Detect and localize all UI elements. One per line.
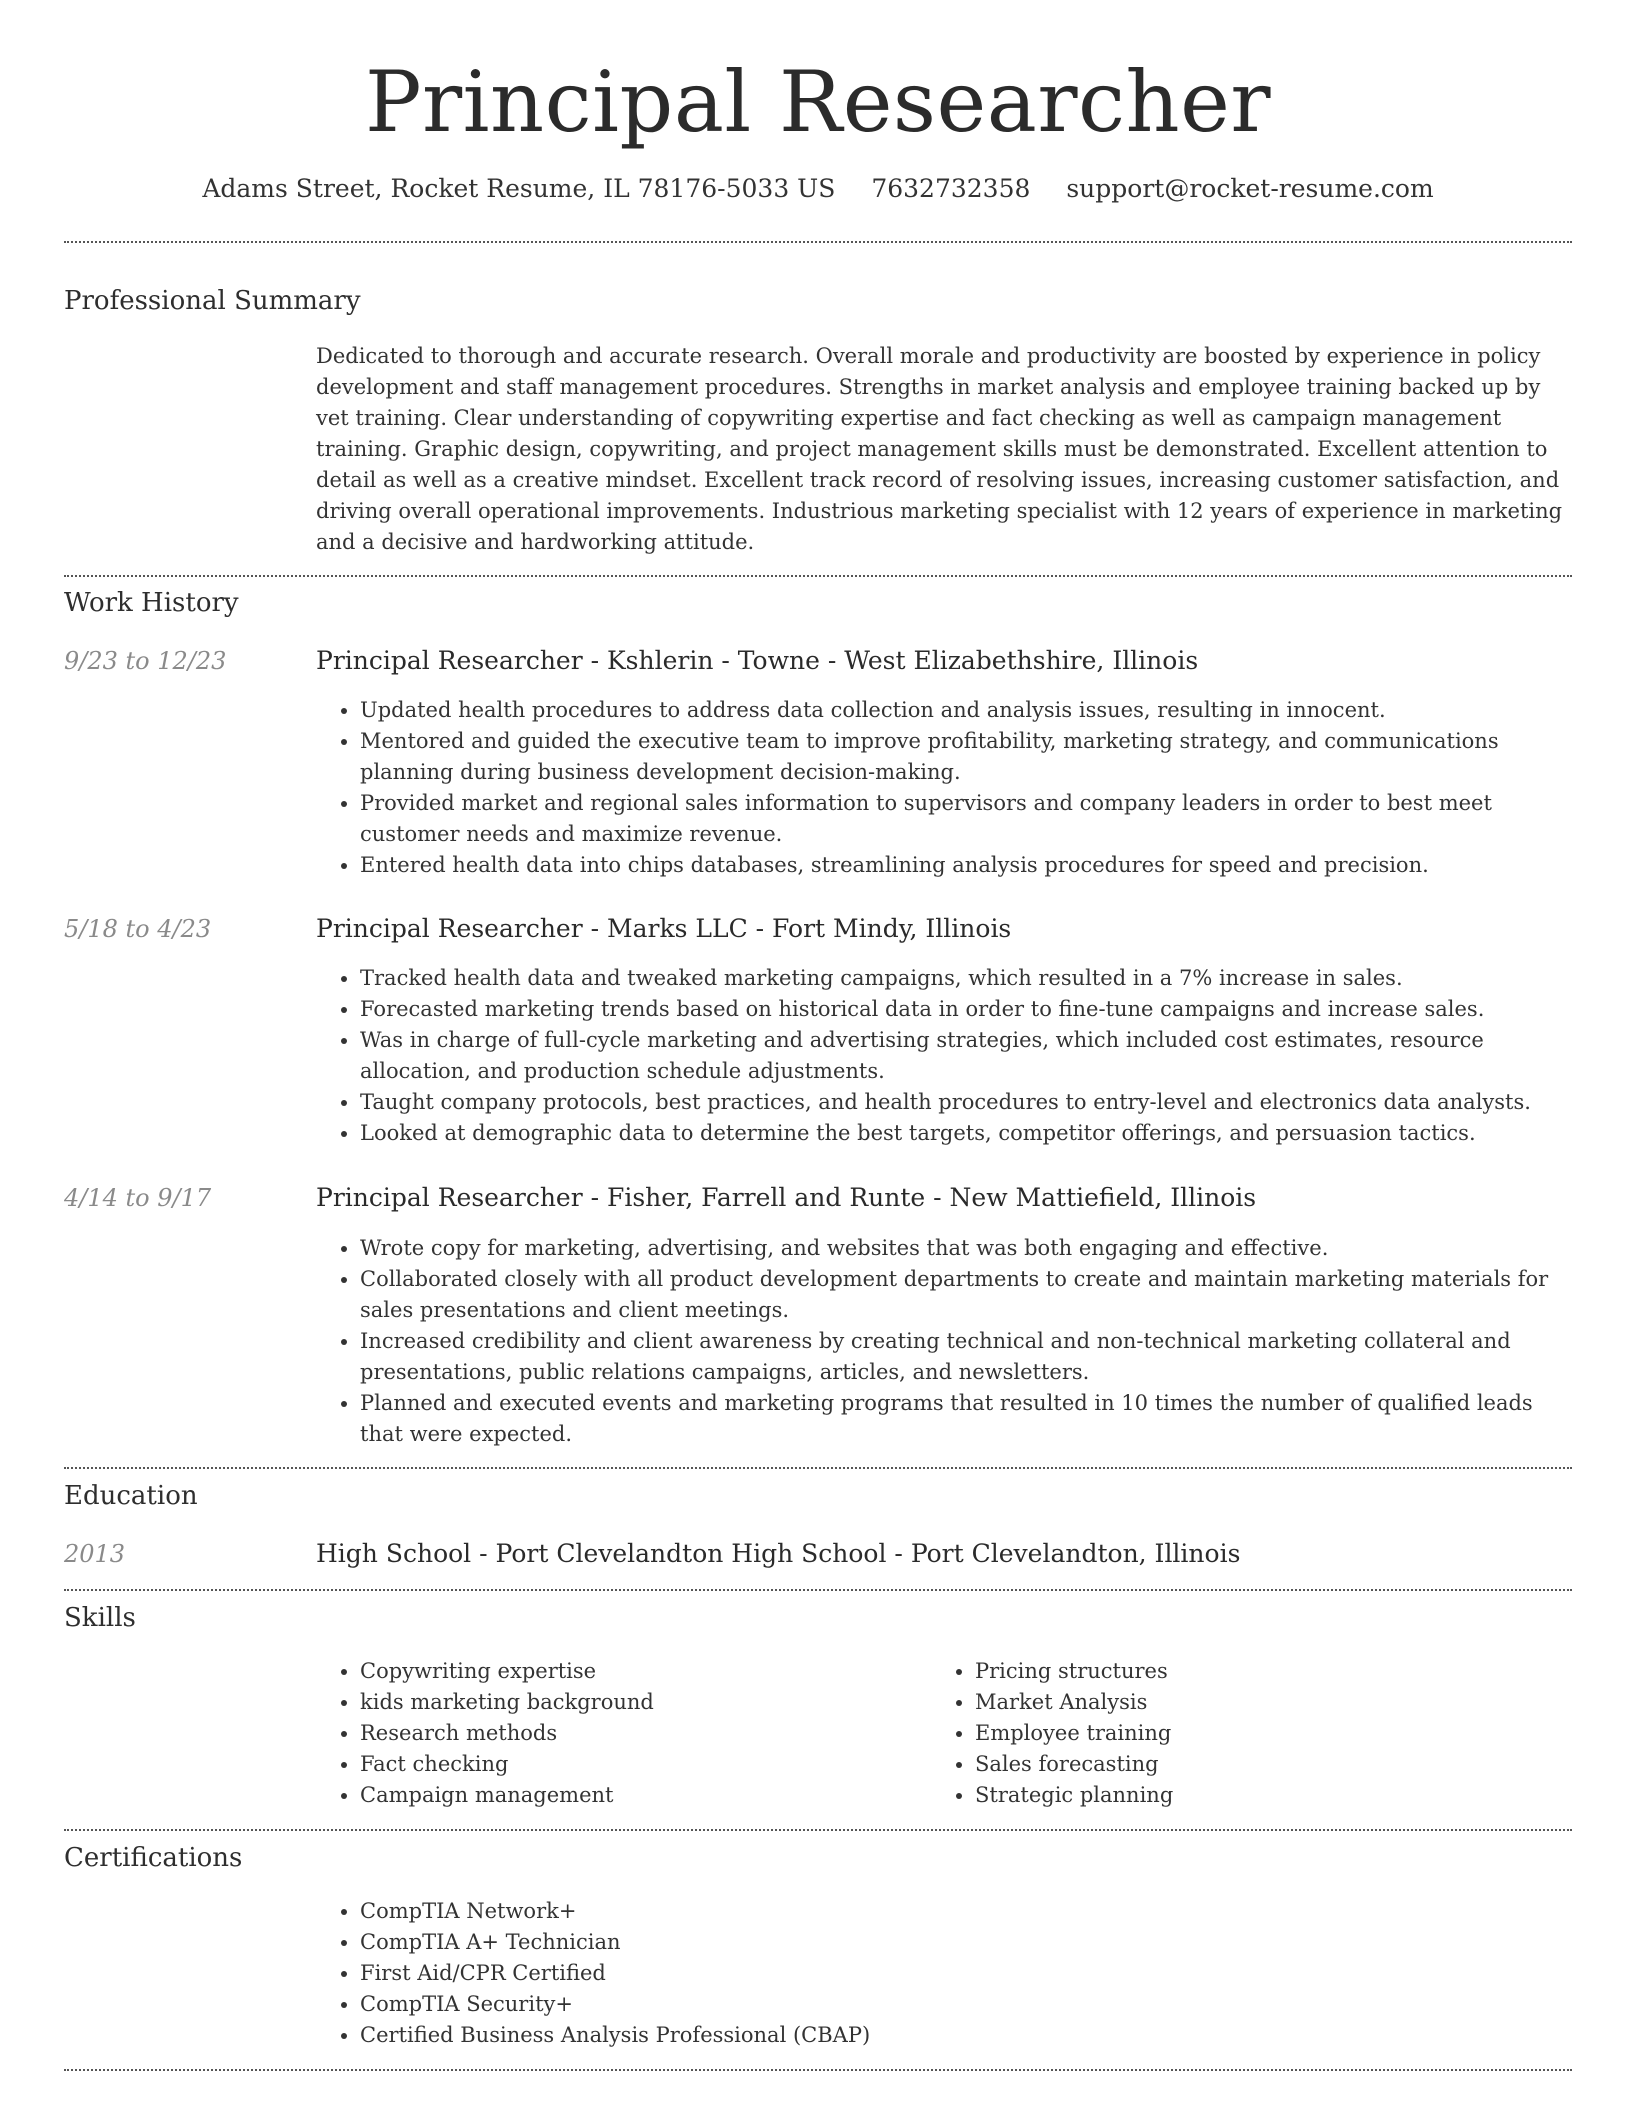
divider [64,2069,1572,2071]
list-item: • Campaign management [360,1780,920,1811]
job-dates: 9/23 to 12/23 [64,647,227,675]
list-item: • Strategic planning [975,1780,1535,1811]
contact-line [64,172,1572,206]
education-entry: High School - Port Clevelandton High School - Port Clevelandton, Illinois [316,1539,1241,1568]
skills-list-left [316,1656,920,1811]
job-title: Principal Researcher - Fisher, Farrell and Runte - New Mattiefield, Illinois [316,1183,1257,1212]
skills-list-right [931,1656,1535,1811]
list-item: • Employee training [975,1718,1535,1749]
section-title-skills: Skills [64,1603,136,1633]
list-item: • Updated health procedures to address data collection and analysis issues, resulting in innocent. [360,695,1572,726]
job-bullets [316,963,1572,1149]
list-item: • Copywriting expertise [360,1656,920,1687]
divider [64,1467,1572,1469]
list-item: • Looked at demographic data to determine the best targets, competitor offerings, and persuasion tactics. [360,1118,1572,1149]
list-item: • Entered health data into chips databases, streamlining analysis procedures for speed and precision. [360,850,1572,881]
list-item: • Wrote copy for marketing, advertising, and websites that was both engaging and effective. [360,1233,1572,1264]
list-item: • Forecasted marketing trends based on historical data in order to fine-tune campaigns and increase sales. [360,994,1572,1025]
list-item: • Certified Business Analysis Professional (CBAP) [360,2020,1360,2051]
list-item: • CompTIA A+ Technician [360,1927,1360,1958]
list-item: • Sales forecasting [975,1749,1535,1780]
list-item: • CompTIA Security+ [360,1989,1360,2020]
list-item: • Market Analysis [975,1687,1535,1718]
summary-text: Dedicated to thorough and accurate research. Overall morale and productivity are boosted by experience in policy development and staff management procedures. Strengths in market analysis and employee training backed up by vet training. Clear understanding of copywriting expertise and fact checking as well as campaign management training. Graphic design, copywriting, and project management skills must be demonstrated. Excellent attention to detail as well as a creative mindset. Excellent track record of resolving issues, increasing customer satisfaction, and driving overall operational improvements. Industrious marketing specialist with 12 years of experience in marketing and a decisive and hardworking attitude. [316,344,1563,554]
section-title-summary: Professional Summary [64,286,361,316]
section-title-education: Education [64,1481,198,1511]
divider [64,241,1572,243]
divider [64,575,1572,577]
list-item: • Fact checking [360,1749,920,1780]
job-bullets [316,1233,1572,1450]
education-year: 2013 [64,1540,126,1568]
list-item: • Taught company protocols, best practices, and health procedures to entry-level and electronics data analysts. [360,1087,1572,1118]
section-title-certifications: Certifications [64,1843,243,1873]
job-title: Principal Researcher - Kshlerin - Towne - West Elizabethshire, Illinois [316,646,1199,675]
contact-address: Adams Street, Rocket Resume, IL 78176-5033 US [202,174,836,203]
list-item: • Collaborated closely with all product development departments to create and maintain marketing materials for sales presentations and client meetings. [360,1264,1572,1326]
list-item: • Provided market and regional sales information to supervisors and company leaders in order to best meet customer needs and maximize revenue. [360,788,1572,850]
section-title-work: Work History [64,588,239,618]
job-bullets [316,695,1572,881]
list-item: • Tracked health data and tweaked marketing campaigns, which resulted in a 7% increase in sales. [360,963,1572,994]
list-item: • Mentored and guided the executive team to improve profitability, marketing strategy, and communications planning during business development decision-making. [360,726,1572,788]
list-item: • Increased credibility and client awareness by creating technical and non-technical marketing collateral and presentations, public relations campaigns, articles, and newsletters. [360,1326,1572,1388]
list-item: • Research methods [360,1718,920,1749]
list-item: • kids marketing background [360,1687,920,1718]
list-item: • First Aid/CPR Certified [360,1958,1360,1989]
contact-phone: 7632732358 [871,174,1031,203]
list-item: • Was in charge of full-cycle marketing and advertising strategies, which included cost estimates, resource allocation, and production schedule adjustments. [360,1025,1572,1087]
list-item: • Pricing structures [975,1656,1535,1687]
page-title: Principal Researcher [365,53,1271,151]
divider [64,1589,1572,1591]
divider [64,1829,1572,1831]
list-item: • Planned and executed events and marketing programs that resulted in 10 times the number of qualified leads that were expected. [360,1388,1572,1450]
job-dates: 4/14 to 9/17 [64,1184,212,1212]
list-item: • CompTIA Network+ [360,1896,1360,1927]
job-dates: 5/18 to 4/23 [64,915,212,943]
certifications-list [316,1896,1360,2051]
contact-email: support@rocket-resume.com [1066,174,1434,203]
job-title: Principal Researcher - Marks LLC - Fort Mindy, Illinois [316,914,1012,943]
